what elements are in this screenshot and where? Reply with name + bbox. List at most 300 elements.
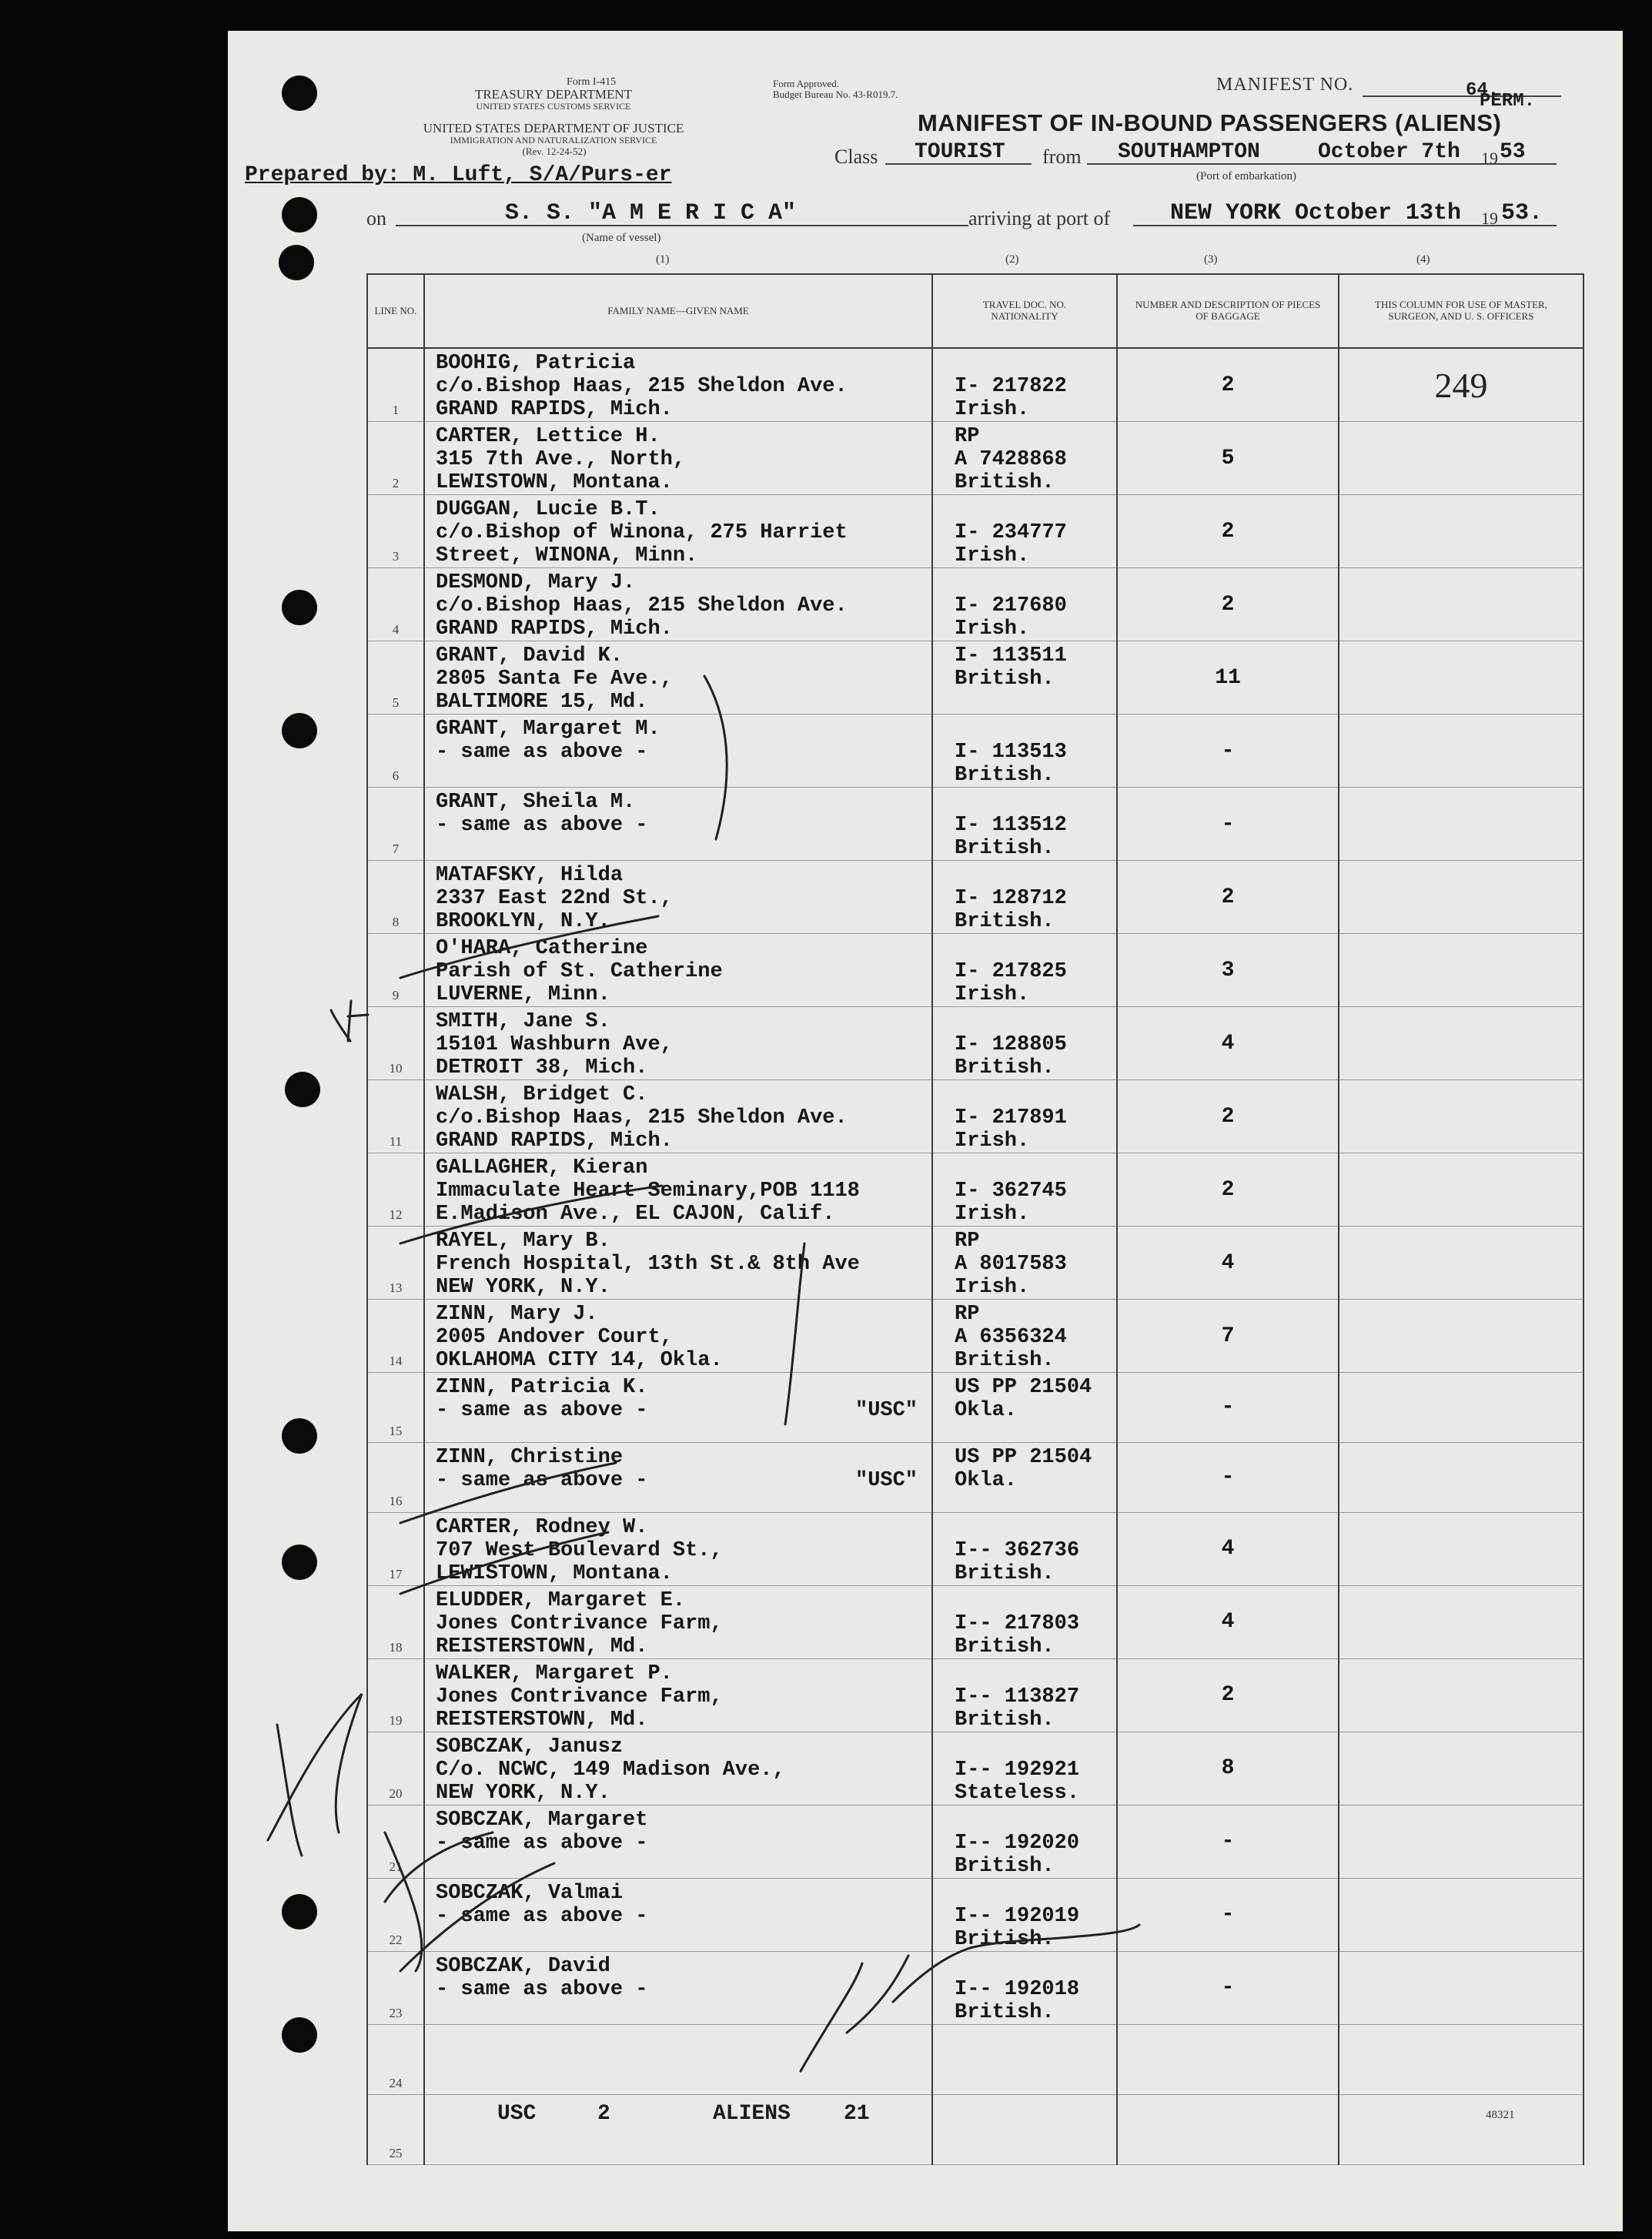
passenger-name-address — [424, 495, 932, 568]
table-row — [367, 1080, 1583, 1153]
header-travel-doc: TRAVEL DOC. NO. NATIONALITY — [932, 274, 1117, 348]
travel-doc-line: Irish. — [955, 983, 1030, 1006]
name-text: SOBCZAK, Janusz — [436, 1735, 624, 1759]
travel-doc-line: Irish. — [955, 544, 1030, 567]
table-row — [367, 861, 1583, 934]
travel-document — [932, 1080, 1117, 1153]
name-text: OKLAHOMA CITY 14, Okla. — [436, 1349, 723, 1372]
name-text: 2805 Santa Fe Ave., — [436, 668, 673, 691]
class-value: TOURIST — [915, 140, 1005, 164]
officer-column — [1339, 1300, 1583, 1373]
travel-doc-line: British. — [955, 837, 1055, 860]
name-text: O'HARA, Catherine — [436, 937, 648, 960]
line-number: 22 — [367, 1878, 424, 1951]
travel-doc-line: British. — [955, 2000, 1055, 2024]
travel-doc-line: I- 362745 — [955, 1180, 1067, 1203]
travel-doc-line — [955, 571, 1116, 594]
name-text: LEWISTOWN, Montana. — [436, 471, 673, 494]
passenger-name — [436, 571, 931, 594]
passenger-name-address — [424, 1878, 932, 1951]
travel-doc-line: British. — [955, 1927, 1055, 1951]
passenger-address-line — [436, 983, 931, 1006]
line-number: 19 — [367, 1658, 424, 1732]
col-num-4: (4) — [1416, 253, 1430, 266]
officer-column — [1339, 861, 1583, 934]
form-approval: Form Approved. — [773, 78, 839, 89]
baggage-count: 3 — [1117, 934, 1339, 1007]
travel-doc-line: Irish. — [955, 1276, 1030, 1299]
travel-doc-line: I- 113511 — [955, 644, 1067, 668]
travel-doc-line: British. — [955, 1854, 1055, 1878]
passenger-address-line — [436, 1832, 931, 1855]
travel-document — [932, 1585, 1117, 1658]
baggage-count: 4 — [1117, 1585, 1339, 1658]
page-code: 48321 — [1486, 2109, 1515, 2121]
table-row — [367, 2094, 1583, 2164]
travel-doc-line: I- 217680 — [955, 594, 1067, 617]
passenger-name-address — [424, 788, 932, 861]
travel-doc-line — [955, 1882, 1116, 1905]
passenger-name — [436, 425, 931, 448]
travel-doc-line — [955, 1010, 1116, 1033]
officer-column — [1339, 934, 1583, 1007]
col-num-3: (3) — [1204, 253, 1218, 266]
passenger-name-address — [424, 715, 932, 788]
name-text: NEW YORK, N.Y. — [436, 1276, 610, 1299]
travel-doc-line — [955, 1156, 1116, 1180]
name-text: CARTER, Rodney W. — [436, 1515, 648, 1539]
travel-doc-line: British. — [955, 668, 1055, 691]
header-baggage: NUMBER AND DESCRIPTION OF PIECES OF BAGGAGE — [1117, 274, 1339, 348]
passenger-address-line — [436, 1180, 931, 1203]
on-label: on — [366, 207, 386, 229]
baggage-count: 4 — [1117, 1007, 1339, 1080]
travel-doc-line: I- 113513 — [955, 741, 1067, 764]
passenger-name-address — [424, 1512, 932, 1585]
justice-dept: UNITED STATES DEPARTMENT OF JUSTICE — [423, 121, 684, 136]
passenger-name-address — [424, 348, 932, 422]
travel-doc-line — [955, 1662, 1116, 1685]
table-row — [367, 568, 1583, 641]
passenger-address-line — [436, 471, 931, 494]
embarkation-caption: (Port of embarkation) — [1196, 170, 1296, 182]
baggage-count: - — [1117, 1805, 1339, 1878]
line-number: 8 — [367, 861, 424, 934]
passenger-name — [436, 864, 931, 887]
vessel-caption: (Name of vessel) — [582, 232, 661, 244]
travel-document — [932, 1805, 1117, 1878]
travel-doc-line: I-- 192921 — [955, 1758, 1080, 1782]
travel-document — [932, 1878, 1117, 1951]
travel-document — [932, 495, 1117, 568]
class-label: Class — [834, 146, 878, 168]
footer-usc-count: 2 — [597, 2102, 610, 2126]
travel-document — [932, 2094, 1117, 2164]
line-number: 1 — [367, 348, 424, 422]
name-text: NEW YORK, N.Y. — [436, 1781, 610, 1805]
travel-doc-line: US PP 21504 — [955, 1376, 1092, 1399]
officer-column — [1339, 568, 1583, 641]
header-line-no: LINE NO. — [367, 274, 424, 348]
line-number: 16 — [367, 1442, 424, 1512]
passenger-name — [436, 1156, 931, 1180]
passenger-address-line — [436, 1276, 931, 1299]
table-row — [367, 495, 1583, 568]
name-text: BOOHIG, Patricia — [436, 352, 636, 375]
travel-document — [932, 1227, 1117, 1300]
passenger-name-address — [424, 1805, 932, 1878]
passenger-name — [436, 1589, 931, 1612]
table-header-row — [367, 274, 1583, 348]
name-text: 2337 East 22nd St., — [436, 887, 673, 910]
passenger-address-line — [436, 668, 931, 691]
officer-column — [1339, 1007, 1583, 1080]
passenger-address-line — [436, 1106, 931, 1130]
vessel-name: S. S. "A M E R I C A" — [505, 200, 797, 226]
travel-document — [932, 1007, 1117, 1080]
travel-doc-line: I- 128805 — [955, 1033, 1067, 1056]
officer-column — [1339, 1153, 1583, 1227]
name-text: ZINN, Patricia K. — [436, 1376, 648, 1399]
table-row — [367, 1227, 1583, 1300]
travel-doc-line — [955, 1955, 1116, 1978]
baggage-count: 8 — [1117, 1732, 1339, 1805]
name-text: GRANT, Margaret M. — [436, 718, 660, 741]
baggage-count: 11 — [1117, 641, 1339, 715]
passenger-name — [436, 1662, 931, 1685]
passenger-address-line — [436, 1978, 931, 2001]
table-row — [367, 1512, 1583, 1585]
name-text: 707 West Boulevard St., — [436, 1538, 723, 1562]
passenger-name — [436, 1955, 931, 1978]
table-row — [367, 2024, 1583, 2094]
passenger-address-line — [436, 814, 931, 837]
officer-column — [1339, 2094, 1583, 2164]
passenger-address-line — [436, 741, 931, 764]
travel-doc-line: British. — [955, 910, 1055, 933]
officer-column — [1339, 1658, 1583, 1732]
passenger-address-line — [436, 1033, 931, 1056]
name-text: LUVERNE, Minn. — [436, 983, 610, 1006]
passenger-name — [436, 1735, 931, 1759]
baggage-count — [1117, 2024, 1339, 2094]
line-number: 7 — [367, 788, 424, 861]
line-number: 18 — [367, 1585, 424, 1658]
passenger-name-address — [424, 568, 932, 641]
header-name: FAMILY NAME—GIVEN NAME — [424, 274, 932, 348]
baggage-count — [1117, 2094, 1339, 2164]
table-row — [367, 348, 1583, 422]
passenger-table — [366, 273, 1584, 2165]
passenger-name-address — [424, 1373, 932, 1443]
travel-document — [932, 348, 1117, 422]
travel-document — [932, 1732, 1117, 1805]
baggage-count: 2 — [1117, 861, 1339, 934]
passenger-address-line — [436, 1905, 931, 1928]
passenger-name — [436, 791, 931, 814]
name-text: BROOKLYN, N.Y. — [436, 910, 610, 933]
travel-doc-line: RP — [955, 425, 980, 448]
punch-hole — [282, 1418, 317, 1454]
officer-column — [1339, 1373, 1583, 1443]
passenger-name-address — [424, 1153, 932, 1227]
name-text: 15101 Washburn Ave, — [436, 1033, 673, 1056]
travel-doc-line: British. — [955, 764, 1055, 787]
baggage-count: 7 — [1117, 1300, 1339, 1373]
name-text: LEWISTOWN, Montana. — [436, 1561, 673, 1585]
travel-document — [932, 934, 1117, 1007]
name-text: SOBCZAK, Margaret — [436, 1808, 648, 1832]
line-number: 13 — [367, 1227, 424, 1300]
name-text: DETROIT 38, Mich. — [436, 1056, 648, 1079]
officer-column — [1339, 1732, 1583, 1805]
travel-doc-line — [955, 498, 1116, 521]
passenger-name — [436, 1376, 931, 1399]
passenger-address-line — [436, 1203, 931, 1226]
passenger-address-line — [436, 887, 931, 910]
travel-document — [932, 1373, 1117, 1443]
officer-column — [1339, 1951, 1583, 2024]
travel-doc-line — [955, 1083, 1116, 1106]
passenger-address-line — [436, 617, 931, 641]
passenger-name-address — [424, 1658, 932, 1732]
passenger-name-address — [424, 934, 932, 1007]
table-row — [367, 1732, 1583, 1805]
baggage-count: 2 — [1117, 1658, 1339, 1732]
passenger-address-line — [436, 1056, 931, 1079]
punch-hole — [282, 1545, 317, 1580]
travel-doc-line: British. — [955, 1349, 1055, 1372]
name-text: 315 7th Ave., North, — [436, 448, 686, 471]
table-row — [367, 1007, 1583, 1080]
name-text: - same as above - — [436, 1831, 648, 1855]
table-row — [367, 1951, 1583, 2024]
name-text: GALLAGHER, Kieran — [436, 1156, 648, 1180]
travel-doc-line — [955, 1809, 1116, 1832]
customs-service: UNITED STATES CUSTOMS SERVICE — [476, 101, 631, 112]
line-number: 6 — [367, 715, 424, 788]
travel-document — [932, 788, 1117, 861]
name-text: DUGGAN, Lucie B.T. — [436, 498, 660, 521]
name-text: - same as above - — [436, 814, 648, 837]
officer-column — [1339, 1805, 1583, 1878]
name-text: Jones Contrivance Farm, — [436, 1685, 723, 1709]
departure-year-prefix: 19 — [1481, 149, 1498, 168]
travel-doc-line: I- 128712 — [955, 887, 1067, 910]
baggage-count: - — [1117, 1373, 1339, 1443]
arrival-year-prefix: 19 — [1481, 209, 1498, 228]
line-number: 17 — [367, 1512, 424, 1585]
baggage-count: - — [1117, 788, 1339, 861]
from-label: from — [1042, 146, 1082, 168]
table-row — [367, 1878, 1583, 1951]
travel-doc-line — [955, 791, 1116, 814]
line-number: 11 — [367, 1080, 424, 1153]
travel-doc-line: British. — [955, 1056, 1055, 1079]
officer-column — [1339, 1512, 1583, 1585]
passenger-address-line — [436, 910, 931, 933]
passenger-address-line — [436, 1562, 931, 1585]
name-text: GRAND RAPIDS, Mich. — [436, 1130, 673, 1153]
travel-doc-line: British. — [955, 1708, 1055, 1732]
name-text: Parish of St. Catherine — [436, 960, 723, 983]
travel-doc-line: A 8017583 — [955, 1253, 1067, 1276]
line-number: 25 — [367, 2094, 424, 2164]
passenger-name-address — [424, 1732, 932, 1805]
name-text: ZINN, Christine — [436, 1445, 624, 1469]
punch-hole — [282, 75, 317, 111]
usc-marker: "USC" — [855, 1468, 918, 1492]
line-number: 4 — [367, 568, 424, 641]
name-text: c/o.Bishop Haas, 215 Sheldon Ave. — [436, 375, 848, 398]
baggage-count: 2 — [1117, 1080, 1339, 1153]
baggage-count: 5 — [1117, 422, 1339, 495]
line-number: 5 — [367, 641, 424, 715]
travel-doc-line: A 7428868 — [955, 448, 1067, 471]
punch-hole — [282, 590, 317, 625]
passenger-name-address — [424, 861, 932, 934]
travel-doc-line — [955, 718, 1116, 741]
travel-document — [932, 1442, 1117, 1512]
passenger-name-address — [424, 1951, 932, 2024]
name-text: MATAFSKY, Hilda — [436, 864, 624, 887]
name-text: - same as above - — [436, 741, 648, 764]
travel-doc-line — [955, 1735, 1116, 1759]
table-row — [367, 641, 1583, 715]
name-text: RAYEL, Mary B. — [436, 1230, 610, 1253]
travel-document — [932, 1512, 1117, 1585]
name-text: Street, WINONA, Minn. — [436, 544, 698, 567]
baggage-count: 2 — [1117, 1153, 1339, 1227]
travel-doc-line: Irish. — [955, 617, 1030, 641]
name-text: c/o.Bishop Haas, 215 Sheldon Ave. — [436, 1106, 848, 1130]
passenger-address-line — [436, 398, 931, 421]
table-row — [367, 788, 1583, 861]
travel-document — [932, 1951, 1117, 2024]
travel-document — [932, 715, 1117, 788]
passenger-address-line — [436, 375, 931, 398]
travel-doc-line: Stateless. — [955, 1781, 1080, 1805]
manifest-no-label: MANIFEST NO. — [1216, 75, 1354, 95]
name-text: - same as above - — [436, 1399, 648, 1422]
passenger-name — [436, 1446, 931, 1469]
travel-doc-line: British. — [955, 1635, 1055, 1658]
arriving-label: arriving at port of — [968, 207, 1111, 229]
name-text: c/o.Bishop Haas, 215 Sheldon Ave. — [436, 594, 848, 617]
passenger-address-line — [436, 448, 931, 471]
officer-column — [1339, 2024, 1583, 2094]
name-text: French Hospital, 13th St.& 8th Ave — [436, 1253, 860, 1276]
baggage-count: 4 — [1117, 1512, 1339, 1585]
name-text: REISTERSTOWN, Md. — [436, 1708, 648, 1732]
passenger-name — [436, 937, 931, 960]
officer-column — [1339, 1442, 1583, 1512]
punch-hole — [282, 1894, 317, 1929]
baggage-count: 4 — [1117, 1227, 1339, 1300]
travel-doc-line — [955, 352, 1116, 375]
passenger-address-line — [436, 1253, 931, 1276]
travel-doc-line — [955, 864, 1116, 887]
officer-column: 249 — [1339, 348, 1583, 422]
name-text: Jones Contrivance Farm, — [436, 1611, 723, 1635]
officer-column — [1339, 422, 1583, 495]
passenger-name — [436, 1010, 931, 1033]
name-text: GRAND RAPIDS, Mich. — [436, 398, 673, 421]
travel-document — [932, 1658, 1117, 1732]
travel-doc-line: Okla. — [955, 1468, 1018, 1492]
travel-doc-line: I-- 362736 — [955, 1538, 1080, 1562]
passenger-name — [436, 1516, 931, 1539]
passenger-name — [436, 498, 931, 521]
baggage-count: - — [1117, 1878, 1339, 1951]
baggage-count: 2 — [1117, 495, 1339, 568]
passenger-name-address — [424, 641, 932, 715]
manifest-no-value: 64. — [1466, 80, 1500, 101]
travel-doc-line: I- 113512 — [955, 814, 1067, 837]
travel-document — [932, 1153, 1117, 1227]
punch-hole — [282, 713, 317, 748]
officer-column — [1339, 1585, 1583, 1658]
name-text: C/o. NCWC, 149 Madison Ave., — [436, 1758, 785, 1782]
budget-bureau: Budget Bureau No. 43-R019.7. — [773, 89, 898, 100]
passenger-address-line — [436, 960, 931, 983]
footer-aliens-label: ALIENS — [713, 2102, 791, 2126]
table-row — [367, 1585, 1583, 1658]
passenger-address-line — [436, 1709, 931, 1732]
name-text: WALSH, Bridget C. — [436, 1083, 648, 1106]
passenger-address-line — [436, 1635, 931, 1658]
table-row — [367, 1442, 1583, 1512]
table-row — [367, 1373, 1583, 1443]
punch-hole — [279, 245, 314, 280]
from-value: SOUTHAMPTON — [1118, 140, 1260, 164]
travel-document — [932, 641, 1117, 715]
passenger-address-line — [436, 1759, 931, 1782]
travel-doc-line: I- 217825 — [955, 960, 1067, 983]
travel-doc-line: US PP 21504 — [955, 1445, 1092, 1469]
footer-aliens-count: 21 — [844, 2102, 870, 2126]
travel-doc-line: Irish. — [955, 1203, 1030, 1226]
travel-doc-line — [955, 1589, 1116, 1612]
treasury-dept: TREASURY DEPARTMENT — [474, 87, 633, 102]
officer-column — [1339, 788, 1583, 861]
form-number: Form I-415 — [567, 76, 617, 88]
travel-doc-line — [955, 937, 1116, 960]
table-row — [367, 1805, 1583, 1878]
arrival-year: 53. — [1501, 200, 1543, 226]
travel-doc-line: I- 217891 — [955, 1106, 1067, 1130]
travel-document — [932, 422, 1117, 495]
punch-hole — [285, 1072, 320, 1107]
line-number: 21 — [367, 1805, 424, 1878]
departure-year: 53 — [1500, 140, 1526, 164]
passenger-name — [436, 352, 931, 375]
name-text: BALTIMORE 15, Md. — [436, 691, 648, 714]
name-text: GRAND RAPIDS, Mich. — [436, 617, 673, 641]
name-text: ELUDDER, Margaret E. — [436, 1588, 686, 1612]
passenger-name-address — [424, 1442, 932, 1512]
officer-column — [1339, 1878, 1583, 1951]
passenger-name-address — [424, 2024, 932, 2094]
name-text: CARTER, Lettice H. — [436, 425, 660, 448]
travel-doc-line: British. — [955, 471, 1055, 494]
line-number: 14 — [367, 1300, 424, 1373]
line-number: 24 — [367, 2024, 424, 2094]
name-text: SOBCZAK, Valmai — [436, 1881, 624, 1905]
table-row — [367, 1658, 1583, 1732]
passenger-address-line — [436, 521, 931, 544]
travel-doc-line — [955, 1516, 1116, 1539]
